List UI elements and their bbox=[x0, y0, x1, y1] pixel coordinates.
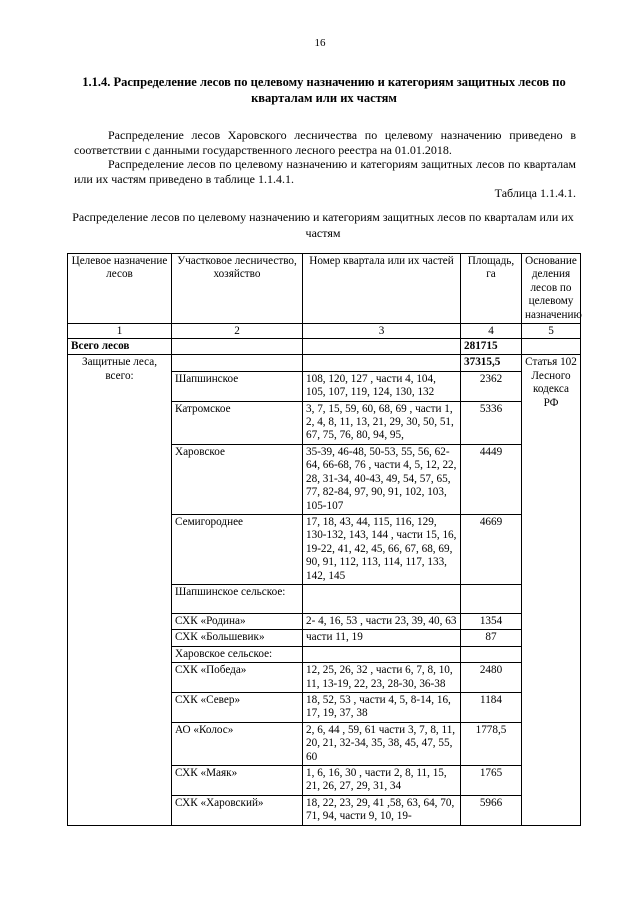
area-cell bbox=[461, 584, 522, 613]
basis-cell: Статья 102 Лесного кодекса РФ bbox=[522, 355, 581, 825]
unit-cell: Шапшинское сельское: bbox=[172, 584, 303, 613]
quarters-cell: 17, 18, 43, 44, 115, 116, 129, 130-132, 143, 144 , части 15, 16, 19-22, 41, 42, 45, 66, 67, 68, 69, 90, 91, 112, 113, 114, 117, 133, 142, 145 bbox=[303, 514, 461, 584]
forest-distribution-table bbox=[67, 253, 581, 826]
quarters-cell: 18, 22, 23, 29, 41 ,58, 63, 64, 70, 71, 94, части 9, 10, 19- bbox=[303, 795, 461, 825]
col-number: 4 bbox=[461, 324, 522, 339]
column-number-row bbox=[68, 324, 581, 339]
total-label: Всего лесов bbox=[68, 339, 172, 355]
quarters-cell bbox=[303, 584, 461, 613]
area-cell: 1184 bbox=[461, 692, 522, 722]
area-cell: 4449 bbox=[461, 444, 522, 514]
quarters-cell: 18, 52, 53 , части 4, 5, 8-14, 16, 17, 19, 37, 38 bbox=[303, 692, 461, 722]
area-cell: 2480 bbox=[461, 663, 522, 693]
area-cell: 87 bbox=[461, 630, 522, 646]
quarters-cell: 2- 4, 16, 53 , части 23, 39, 40, 63 bbox=[303, 613, 461, 629]
quarters-cell: части 11, 19 bbox=[303, 630, 461, 646]
area-cell: 1778,5 bbox=[461, 722, 522, 765]
quarters-cell: 2, 6, 44 , 59, 61 части 3, 7, 8, 11, 20, 21, 32-34, 35, 38, 45, 47, 55, 60 bbox=[303, 722, 461, 765]
table-caption: Распределение лесов по целевому назначению и категориям защитных лесов по кварталам или их частям bbox=[72, 210, 574, 240]
unit-cell: СХК «Маяк» bbox=[172, 766, 303, 796]
col-number: 3 bbox=[303, 324, 461, 339]
quarters-cell bbox=[303, 646, 461, 662]
unit-cell: СХК «Победа» bbox=[172, 663, 303, 693]
group-label: Защитные леса, всего: bbox=[68, 355, 172, 825]
col-number: 5 bbox=[522, 324, 581, 339]
unit-cell: СХК «Большевик» bbox=[172, 630, 303, 646]
unit-cell: СХК «Север» bbox=[172, 692, 303, 722]
header-area: Площадь, га bbox=[461, 254, 522, 324]
area-cell: 5336 bbox=[461, 401, 522, 444]
header-basis: Основание деления лесов по целевому назначению bbox=[522, 254, 581, 324]
quarters-cell: 108, 120, 127 , части 4, 104, 105, 107, 119, 124, 130, 132 bbox=[303, 371, 461, 401]
area-cell: 5966 bbox=[461, 795, 522, 825]
table-header-row bbox=[68, 254, 581, 324]
header-quarters: Номер квартала или их частей bbox=[303, 254, 461, 324]
intro-paragraph-1: Распределение лесов Харовского лесничества по целевому назначению приведено в соответствии с данными государственного лесного реестра на 01.01.2018. bbox=[74, 128, 576, 157]
col-number: 1 bbox=[68, 324, 172, 339]
total-area: 281715 bbox=[461, 339, 522, 355]
quarters-cell: 12, 25, 26, 32 , части 6, 7, 8, 10, 11, 13-19, 22, 23, 28-30, 36-38 bbox=[303, 663, 461, 693]
page-number: 16 bbox=[314, 37, 326, 49]
area-cell: 1765 bbox=[461, 766, 522, 796]
area-cell: 1354 bbox=[461, 613, 522, 629]
header-unit: Участковое лесничество, хозяйство bbox=[172, 254, 303, 324]
unit-cell: Катромское bbox=[172, 401, 303, 444]
quarters-cell: 1, 6, 16, 30 , части 2, 8, 11, 15, 21, 26, 27, 29, 31, 34 bbox=[303, 766, 461, 796]
area-cell bbox=[461, 646, 522, 662]
quarters-cell: 35-39, 46-48, 50-53, 55, 56, 62-64, 66-68, 76 , части 4, 5, 12, 22, 28, 31-34, 40-43, 49, 54, 57, 65, 77, 82-84, 97, 90, 91, 102, 103, 105-107 bbox=[303, 444, 461, 514]
unit-cell: Шапшинское bbox=[172, 371, 303, 401]
unit-cell: Харовское bbox=[172, 444, 303, 514]
unit-cell: СХК «Харовский» bbox=[172, 795, 303, 825]
section-heading: 1.1.4. Распределение лесов по целевому назначению и категориям защитных лесов по кварталам или их частям bbox=[82, 75, 566, 105]
table-number-label: Таблица 1.1.4.1. bbox=[494, 186, 576, 200]
unit-cell: Харовское сельское: bbox=[172, 646, 303, 662]
quarters-cell: 3, 7, 15, 59, 60, 68, 69 , части 1, 2, 4, 8, 11, 13, 21, 29, 30, 50, 51, 67, 75, 76, 80, 94, 95, bbox=[303, 401, 461, 444]
area-cell: 2362 bbox=[461, 371, 522, 401]
intro-paragraph-2: Распределение лесов по целевому назначению и категориям защитных лесов по кварталам или их частям приведено в таблице 1.1.4.1. bbox=[74, 157, 576, 186]
area-cell: 4669 bbox=[461, 514, 522, 584]
unit-cell: АО «Колос» bbox=[172, 722, 303, 765]
header-purpose: Целевое назначение лесов bbox=[68, 254, 172, 324]
group-area: 37315,5 bbox=[461, 355, 522, 371]
table-row bbox=[68, 355, 581, 371]
unit-cell: СХК «Родина» bbox=[172, 613, 303, 629]
total-row bbox=[68, 339, 581, 355]
unit-cell: Семигороднее bbox=[172, 514, 303, 584]
col-number: 2 bbox=[172, 324, 303, 339]
